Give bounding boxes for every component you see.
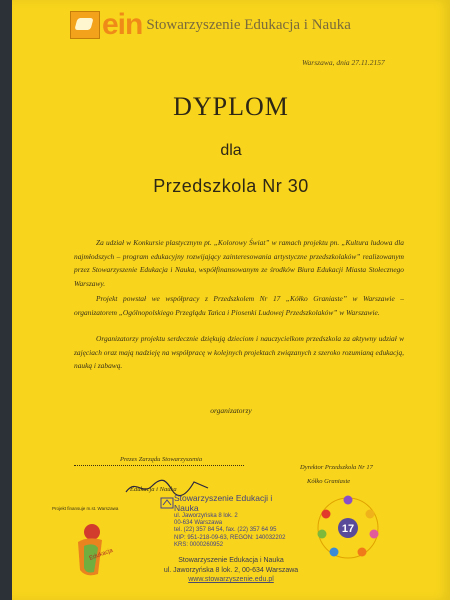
stamp-krs: KRS: 0000260952	[174, 541, 224, 548]
logo-text: ein	[102, 8, 143, 41]
org-stamp	[174, 493, 292, 549]
footer-name: Stowarzyszenie Edukacja i Nauka	[178, 557, 284, 564]
stamp-phone: tel. (22) 357 84 54, fax. (22) 357 64 95	[174, 527, 277, 534]
signature-right-label: Dyrektor Przedszkola Nr 17	[300, 464, 373, 471]
diploma-title: DYPLOM	[173, 92, 289, 121]
signature-left-name: Edukacja i Nauka	[130, 486, 177, 493]
funding-label: Projekt finansuje m.st. Warszawa	[52, 506, 119, 511]
stamp-name: Stowarzyszenie Edukacji i Nauka	[174, 493, 273, 513]
dla-label: dla	[220, 142, 242, 159]
stamp-logo-icon	[160, 496, 174, 510]
svg-text:17: 17	[341, 523, 355, 535]
footer	[12, 556, 450, 585]
header	[70, 8, 351, 42]
paragraph-3: Organizatorzy projektu serdecznie dziękują dzieciom i nauczycielkom przedszkola za aktywny udział w zajęciach oraz mają nadzieję na współpracę w kolejnych projektach związanych z szeroko rozumianą edukacją, nauką i zabawą.	[74, 334, 404, 370]
diploma-paper	[12, 0, 450, 600]
org-name: Stowarzyszenie Edukacja i Nauka	[146, 16, 351, 33]
stamp-address1: ul. Jaworzyńska 8 lok. 2	[174, 513, 238, 519]
signature-right-name: Kółko Graniaste	[307, 478, 351, 485]
footer-url[interactable]: www.stowarzyszenie.edu.pl	[188, 576, 274, 583]
organizers-label: organizatorzy	[210, 406, 252, 415]
signature-line-left	[74, 465, 244, 466]
date: Warszawa, dnia 27.11.2157	[302, 58, 385, 67]
svg-text:Edukacja: Edukacja	[88, 547, 114, 562]
stamp-address2: 00-634 Warszawa	[174, 520, 223, 527]
desk-edge	[0, 0, 12, 600]
paragraph-1: Za udział w Konkursie plastycznym pt. „Kolorowy Świat” w ramach projektu pn. „Kultura ludowa dla najmłodszych – program edukacyjny rozwijający zainteresowania artystyczne przedszkolaków” realizowanym przez Stowarzyszenie Edukacja i Nauka, współfinansowanym ze środków Biura Edukacji Miasta Stołecznego Warszawy.	[74, 238, 404, 288]
signature-left-label: Prezes Zarządu Stowarzyszenia	[120, 456, 203, 463]
footer-address: ul. Jaworzyńska 8 lok. 2, 00-634 Warszawa	[163, 566, 299, 574]
ein-logo-icon	[70, 11, 100, 39]
recipient-name: Przedszkola Nr 30	[153, 176, 309, 196]
stamp-nip: NIP: 951-218-09-63, REGON: 140032202	[174, 534, 286, 541]
paragraph-2: Projekt powstał we współpracy z Przedszkolem Nr 17 „Kółko Graniaste” w Warszawie – organizatorem „Ogólnopolskiego Przeglądu Tańca i Piosenki Ludowej Przedszkolaków” w Warszawie.	[74, 294, 404, 317]
